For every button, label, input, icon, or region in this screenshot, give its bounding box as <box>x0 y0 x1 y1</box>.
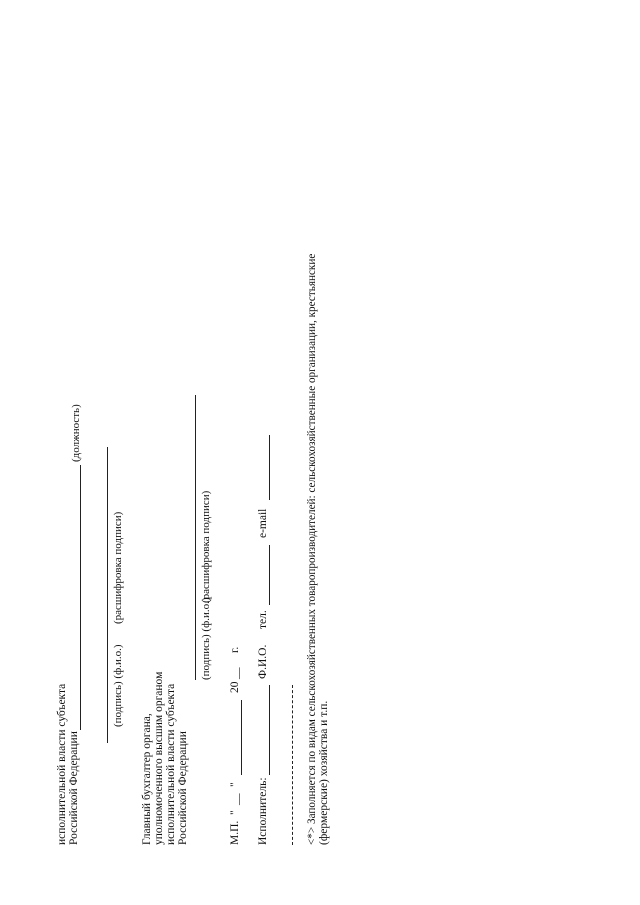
executor-phone-line <box>269 545 270 605</box>
date-quote-close: " <box>229 782 241 787</box>
date-day-blank: __ <box>229 793 241 805</box>
date-month-blank-line <box>241 700 242 775</box>
footnote-line-2: (фермерские) хозяйства и т.п. <box>318 700 330 845</box>
chief-accountant-line-1: Главный бухгалтер органа, <box>141 713 153 845</box>
header-signature-caption: (подпись) (ф.и.о.) <box>112 644 124 727</box>
chief-accountant-signature-decode: (расшифровка подписи) <box>200 490 212 603</box>
executor-email: e-mail <box>257 508 269 538</box>
chief-accountant-line-3: исполнительной власти субъекта <box>165 683 177 845</box>
chief-accountant-line-2: уполномоченного высшим органом <box>153 671 165 845</box>
stamp-mp: М.П. <box>229 820 241 845</box>
footnote-separator <box>292 685 293 845</box>
header-signature-line <box>107 447 108 743</box>
date-year-prefix: 20 <box>229 681 241 693</box>
chief-accountant-signature-caption: (подпись) (ф.и.о.) <box>200 597 212 680</box>
executor-fio: Ф.И.О. <box>257 644 269 679</box>
authority-line-2: Российской Федерации <box>68 731 80 845</box>
date-year-blank: __ <box>229 667 241 679</box>
executor-label: Исполнитель: <box>257 777 269 845</box>
header-signature-decode: (расшифровка подписи) <box>112 511 124 624</box>
footnote-line-1: <*> Заполняется по видам сельскохозяйственных товаропроизводителей: сельскохозяйственные организации, крестьянские <box>306 253 318 845</box>
authority-line-1: исполнительной власти субъекта <box>56 683 68 845</box>
chief-accountant-line-4: Российской Федерации <box>177 731 189 845</box>
executor-tel: тел. <box>257 610 269 629</box>
executor-name-line <box>269 685 270 775</box>
executor-email-line <box>269 435 270 500</box>
chief-accountant-signature-line <box>195 395 196 680</box>
position-signature-line <box>80 465 81 730</box>
date-year-suffix: г. <box>229 646 241 653</box>
position-caption: (должность) <box>70 404 82 462</box>
date-quote-open: " <box>229 810 241 815</box>
